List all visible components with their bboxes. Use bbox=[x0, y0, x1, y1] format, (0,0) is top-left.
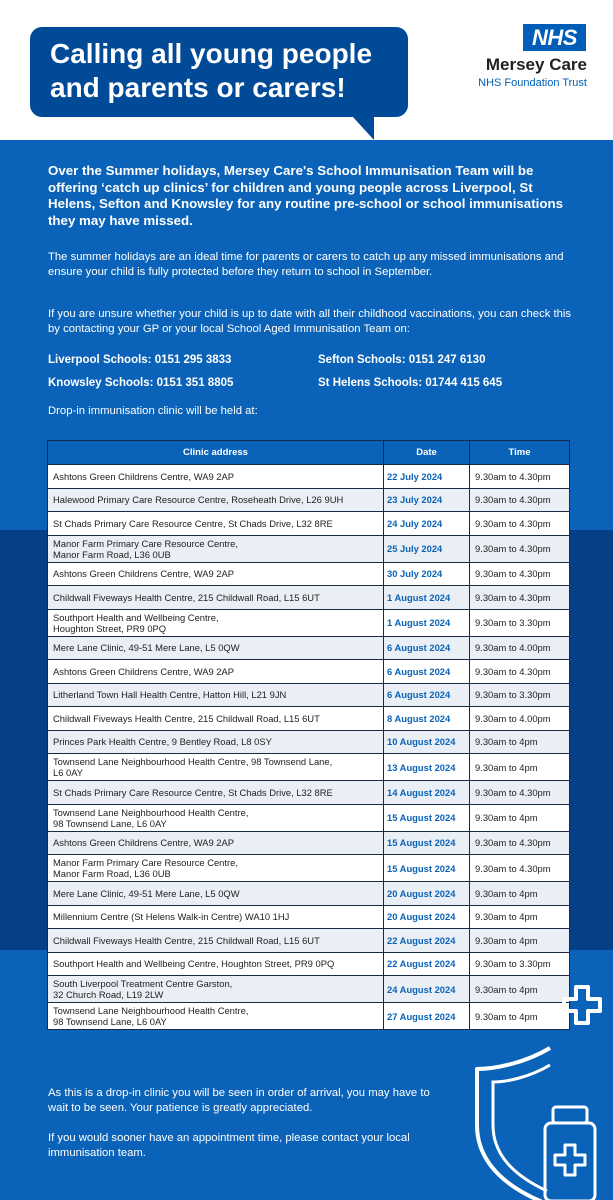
cell-clinic-address: St Chads Primary Care Resource Centre, St Chads Drive, L32 8RE bbox=[48, 512, 384, 536]
cell-date: 22 August 2024 bbox=[384, 952, 470, 976]
cell-date: 22 August 2024 bbox=[384, 929, 470, 953]
cell-time: 9.30am to 4pm bbox=[470, 804, 570, 831]
cell-date: 30 July 2024 bbox=[384, 562, 470, 586]
cell-clinic-address: Childwall Fiveways Health Centre, 215 Childwall Road, L15 6UT bbox=[48, 707, 384, 731]
cell-clinic-address: Mere Lane Clinic, 49-51 Mere Lane, L5 0QW bbox=[48, 636, 384, 660]
table-row bbox=[48, 831, 570, 855]
cell-date: 20 August 2024 bbox=[384, 905, 470, 929]
cell-time: 9.30am to 4.30pm bbox=[470, 465, 570, 489]
cell-date: 23 July 2024 bbox=[384, 488, 470, 512]
cell-clinic-address: Mere Lane Clinic, 49-51 Mere Lane, L5 0QW bbox=[48, 882, 384, 906]
cell-time: 9.30am to 3.30pm bbox=[470, 609, 570, 636]
cell-time: 9.30am to 4.00pm bbox=[470, 707, 570, 731]
table-row bbox=[48, 488, 570, 512]
cell-clinic-address: Ashtons Green Childrens Centre, WA9 2AP bbox=[48, 562, 384, 586]
contact-st-helens: St Helens Schools: 01744 415 645 bbox=[318, 377, 503, 389]
cell-time: 9.30am to 4.30pm bbox=[470, 562, 570, 586]
cell-date: 24 July 2024 bbox=[384, 512, 470, 536]
table-row bbox=[48, 562, 570, 586]
table-row bbox=[48, 512, 570, 536]
cell-date: 1 August 2024 bbox=[384, 609, 470, 636]
shield-icon bbox=[477, 1048, 550, 1200]
cell-date: 6 August 2024 bbox=[384, 683, 470, 707]
cell-clinic-address: St Chads Primary Care Resource Centre, St Chads Drive, L32 8RE bbox=[48, 781, 384, 805]
table-row bbox=[48, 465, 570, 489]
table-row bbox=[48, 707, 570, 731]
footer-paragraph-1: As this is a drop-in clinic you will be seen in order of arrival, you may have to wait to be seen. Your patience is greatly appreciated. bbox=[48, 1087, 430, 1114]
cell-time: 9.30am to 4pm bbox=[470, 754, 570, 781]
table-row bbox=[48, 882, 570, 906]
header bbox=[0, 0, 613, 140]
table-row bbox=[48, 535, 570, 562]
cell-time: 9.30am to 4.30pm bbox=[470, 781, 570, 805]
cell-date: 13 August 2024 bbox=[384, 754, 470, 781]
cell-time: 9.30am to 4pm bbox=[470, 882, 570, 906]
cell-time: 9.30am to 3.30pm bbox=[470, 952, 570, 976]
cell-date: 24 August 2024 bbox=[384, 976, 470, 1003]
contact-sefton: Sefton Schools: 0151 247 6130 bbox=[318, 354, 486, 366]
contact-liverpool: Liverpool Schools: 0151 295 3833 bbox=[48, 354, 232, 366]
cell-time: 9.30am to 4pm bbox=[470, 730, 570, 754]
cell-time: 9.30am to 4pm bbox=[470, 976, 570, 1003]
cell-date: 6 August 2024 bbox=[384, 636, 470, 660]
table-row bbox=[48, 636, 570, 660]
table-row bbox=[48, 683, 570, 707]
decoration-illustration bbox=[455, 965, 605, 1200]
cell-time: 9.30am to 3.30pm bbox=[470, 683, 570, 707]
header-date: Date bbox=[384, 441, 470, 465]
table-row bbox=[48, 781, 570, 805]
cell-date: 15 August 2024 bbox=[384, 855, 470, 882]
table-row bbox=[48, 905, 570, 929]
intro-paragraph-1: The summer holidays are an ideal time for parents or carers to catch up any missed immunisations and ensure your child is fully protected before they return to school in September. bbox=[48, 251, 564, 278]
cell-clinic-address: Princes Park Health Centre, 9 Bentley Road, L8 0SY bbox=[48, 730, 384, 754]
table-header-row bbox=[48, 441, 570, 465]
cell-clinic-address: Townsend Lane Neighbourhood Health Centre, 98 Townsend Lane, L6 0AY bbox=[48, 754, 384, 781]
footer-paragraph-2: If you would sooner have an appointment time, please contact your local immunisation team. bbox=[48, 1132, 410, 1159]
cell-clinic-address: Southport Health and Wellbeing Centre, Houghton Street, PR9 0PQ bbox=[48, 952, 384, 976]
table-row bbox=[48, 730, 570, 754]
cell-time: 9.30am to 4.30pm bbox=[470, 488, 570, 512]
cell-date: 10 August 2024 bbox=[384, 730, 470, 754]
cell-clinic-address: Manor Farm Primary Care Resource Centre, Manor Farm Road, L36 0UB bbox=[48, 535, 384, 562]
table-body bbox=[48, 465, 570, 1030]
table-row bbox=[48, 804, 570, 831]
nhs-logo: NHS bbox=[523, 24, 586, 51]
table-row bbox=[48, 586, 570, 610]
org-name: Mersey Care bbox=[485, 55, 587, 74]
table-row bbox=[48, 754, 570, 781]
speech-bubble bbox=[30, 27, 408, 117]
cell-clinic-address: Childwall Fiveways Health Centre, 215 Childwall Road, L15 6UT bbox=[48, 929, 384, 953]
page-title: Calling all young people and parents or carers! bbox=[50, 38, 373, 103]
cell-clinic-address: Ashtons Green Childrens Centre, WA9 2AP bbox=[48, 831, 384, 855]
cell-date: 6 August 2024 bbox=[384, 660, 470, 684]
cell-date: 14 August 2024 bbox=[384, 781, 470, 805]
org-subtitle: NHS Foundation Trust bbox=[478, 77, 587, 89]
cell-date: 27 August 2024 bbox=[384, 1003, 470, 1030]
cell-date: 8 August 2024 bbox=[384, 707, 470, 731]
cell-date: 1 August 2024 bbox=[384, 586, 470, 610]
vaccine-vial-icon bbox=[545, 1107, 595, 1200]
dropin-label: Drop-in immunisation clinic will be held at: bbox=[48, 405, 258, 417]
cell-clinic-address: Southport Health and Wellbeing Centre, Houghton Street, PR9 0PQ bbox=[48, 609, 384, 636]
table-row bbox=[48, 609, 570, 636]
cell-clinic-address: Manor Farm Primary Care Resource Centre, Manor Farm Road, L36 0UB bbox=[48, 855, 384, 882]
cell-clinic-address: Childwall Fiveways Health Centre, 215 Childwall Road, L15 6UT bbox=[48, 586, 384, 610]
cell-time: 9.30am to 4.30pm bbox=[470, 586, 570, 610]
cell-date: 22 July 2024 bbox=[384, 465, 470, 489]
cell-clinic-address: Halewood Primary Care Resource Centre, Roseheath Drive, L26 9UH bbox=[48, 488, 384, 512]
cell-date: 15 August 2024 bbox=[384, 804, 470, 831]
cell-time: 9.30am to 4pm bbox=[470, 929, 570, 953]
intro-paragraph-2: If you are unsure whether your child is up to date with all their childhood vaccinations, you can check this by contacting your GP or your local School Aged Immunisation Team on: bbox=[48, 308, 572, 335]
cell-time: 9.30am to 4.30pm bbox=[470, 660, 570, 684]
table-row bbox=[48, 660, 570, 684]
cell-time: 9.30am to 4.30pm bbox=[470, 512, 570, 536]
medical-cross-icon bbox=[564, 987, 600, 1023]
cell-time: 9.30am to 4pm bbox=[470, 1003, 570, 1030]
cell-clinic-address: South Liverpool Treatment Centre Garston, 32 Church Road, L19 2LW bbox=[48, 976, 384, 1003]
cell-clinic-address: Townsend Lane Neighbourhood Health Centre, 98 Townsend Lane, L6 0AY bbox=[48, 804, 384, 831]
cell-clinic-address: Ashtons Green Childrens Centre, WA9 2AP bbox=[48, 660, 384, 684]
cell-clinic-address: Townsend Lane Neighbourhood Health Centre, 98 Townsend Lane, L6 0AY bbox=[48, 1003, 384, 1030]
cell-date: 20 August 2024 bbox=[384, 882, 470, 906]
cell-clinic-address: Millennium Centre (St Helens Walk-in Centre) WA10 1HJ bbox=[48, 905, 384, 929]
header-time: Time bbox=[470, 441, 570, 465]
cell-clinic-address: Ashtons Green Childrens Centre, WA9 2AP bbox=[48, 465, 384, 489]
table-row bbox=[48, 855, 570, 882]
cell-date: 15 August 2024 bbox=[384, 831, 470, 855]
clinic-table bbox=[47, 440, 570, 1030]
cell-time: 9.30am to 4.30pm bbox=[470, 855, 570, 882]
cell-time: 9.30am to 4.00pm bbox=[470, 636, 570, 660]
header-clinic-address: Clinic address bbox=[48, 441, 384, 465]
table-row bbox=[48, 929, 570, 953]
cell-time: 9.30am to 4.30pm bbox=[470, 535, 570, 562]
speech-bubble-tail bbox=[352, 116, 374, 140]
cell-time: 9.30am to 4.30pm bbox=[470, 831, 570, 855]
intro-bold-text: Over the Summer holidays, Mersey Care's School Immunisation Team will be offering ‘catch up clinics’ for children and young people across Liverpool, St Helens, Sefton and Knowsley for any routine pre-school or school immunisations they may have missed. bbox=[48, 163, 563, 228]
contact-knowsley: Knowsley Schools: 0151 351 8805 bbox=[48, 377, 234, 389]
cell-clinic-address: Litherland Town Hall Health Centre, Hatton Hill, L21 9JN bbox=[48, 683, 384, 707]
cell-time: 9.30am to 4pm bbox=[470, 905, 570, 929]
cell-date: 25 July 2024 bbox=[384, 535, 470, 562]
